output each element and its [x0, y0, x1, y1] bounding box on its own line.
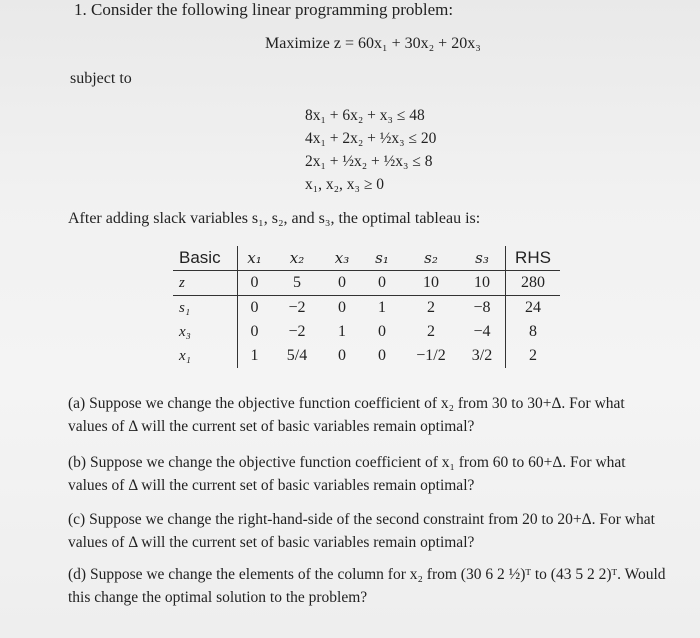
nonnegativity-constraint: x₁, x₂, x₃ ≥ 0: [305, 176, 384, 193]
table-cell: 8: [506, 320, 561, 344]
table-cell: 2: [427, 299, 435, 316]
header-basic: Basic: [173, 246, 238, 271]
header-s3: s₃: [459, 246, 506, 271]
header-x1: x₁: [238, 246, 272, 271]
header-x3: x₃: [323, 246, 361, 271]
table-cell: 0: [378, 347, 386, 364]
table-cell: −1/2: [416, 347, 446, 364]
table-cell: 5/4: [286, 347, 308, 364]
table-cell: 10: [403, 271, 459, 296]
table-cell: 280: [506, 271, 561, 296]
table-row: [173, 271, 560, 296]
table-cell: 1: [338, 323, 346, 340]
constraint-1: 8x₁ + 6x₂ + x₃ ≤ 48: [305, 107, 425, 124]
table-cell: 5: [271, 271, 323, 296]
table-cell: 0: [323, 271, 361, 296]
table-cell: 1: [378, 299, 386, 316]
question-d: (d) Suppose we change the elements of the column for x₂ from (30 6 2 ½)ᵀ to (43 5 2 2)ᵀ. Would this change the optimal solution to the problem?: [68, 566, 666, 606]
header-x2: x₂: [271, 246, 323, 271]
table-cell: −2: [288, 299, 306, 316]
question-a: (a) Suppose we change the objective function coefficient of x₂ from 30 to 30+Δ. For what values of Δ will the current set of basic variables remain optimal?: [68, 395, 625, 435]
table-cell: 0: [338, 299, 346, 316]
table-cell: s₁: [179, 299, 191, 316]
table-cell: 0: [361, 271, 403, 296]
table-cell: 0: [238, 271, 272, 296]
table-cell: −4: [473, 323, 491, 340]
subject-to-label: subject to: [70, 70, 132, 87]
problem-header: 1. Consider the following linear programming problem:: [74, 0, 454, 19]
table-cell: 10: [459, 271, 506, 296]
table-cell: 2: [427, 323, 435, 340]
table-row: [173, 320, 560, 344]
table-cell: 0: [378, 323, 386, 340]
table-row: [173, 344, 560, 368]
header-rhs: RHS: [506, 246, 561, 271]
table-cell: 2: [506, 344, 561, 368]
constraints-block: [305, 104, 436, 196]
table-cell: 1: [238, 344, 272, 368]
table-cell: −8: [473, 299, 491, 316]
header-s1: s₁: [361, 246, 403, 271]
table-cell: z: [173, 271, 238, 296]
slack-variables-text: After adding slack variables s₁, s₂, and s₃, the optimal tableau is:: [68, 210, 481, 227]
constraint-3: 2x₁ + ½x₂ + ½x₃ ≤ 8: [305, 153, 433, 170]
question-c: (c) Suppose we change the right-hand-side of the second constraint from 20 to 20+Δ. For what values of Δ will the current set of basic variables remain optimal?: [68, 511, 655, 551]
table-cell: −2: [288, 323, 306, 340]
optimal-tableau: [173, 246, 560, 368]
constraint-2: 4x₁ + 2x₂ + ½x₃ ≤ 20: [305, 130, 437, 147]
objective-function: Maximize z = 60x₁ + 30x₂ + 20x₃: [265, 35, 481, 52]
table-cell: 0: [338, 347, 346, 364]
header-s2: s₂: [403, 246, 459, 271]
question-b: (b) Suppose we change the objective function coefficient of x₁ from 60 to 60+Δ. For what values of Δ will the current set of basic variables remain optimal?: [68, 454, 626, 494]
table-cell: x₃: [179, 323, 191, 340]
table-cell: 0: [238, 296, 272, 321]
table-cell: x₁: [179, 347, 191, 364]
table-row: [173, 296, 560, 321]
table-cell: 24: [506, 296, 561, 321]
table-cell: 0: [238, 320, 272, 344]
table-cell: 3/2: [471, 347, 493, 364]
tableau-header-row: [173, 246, 560, 271]
